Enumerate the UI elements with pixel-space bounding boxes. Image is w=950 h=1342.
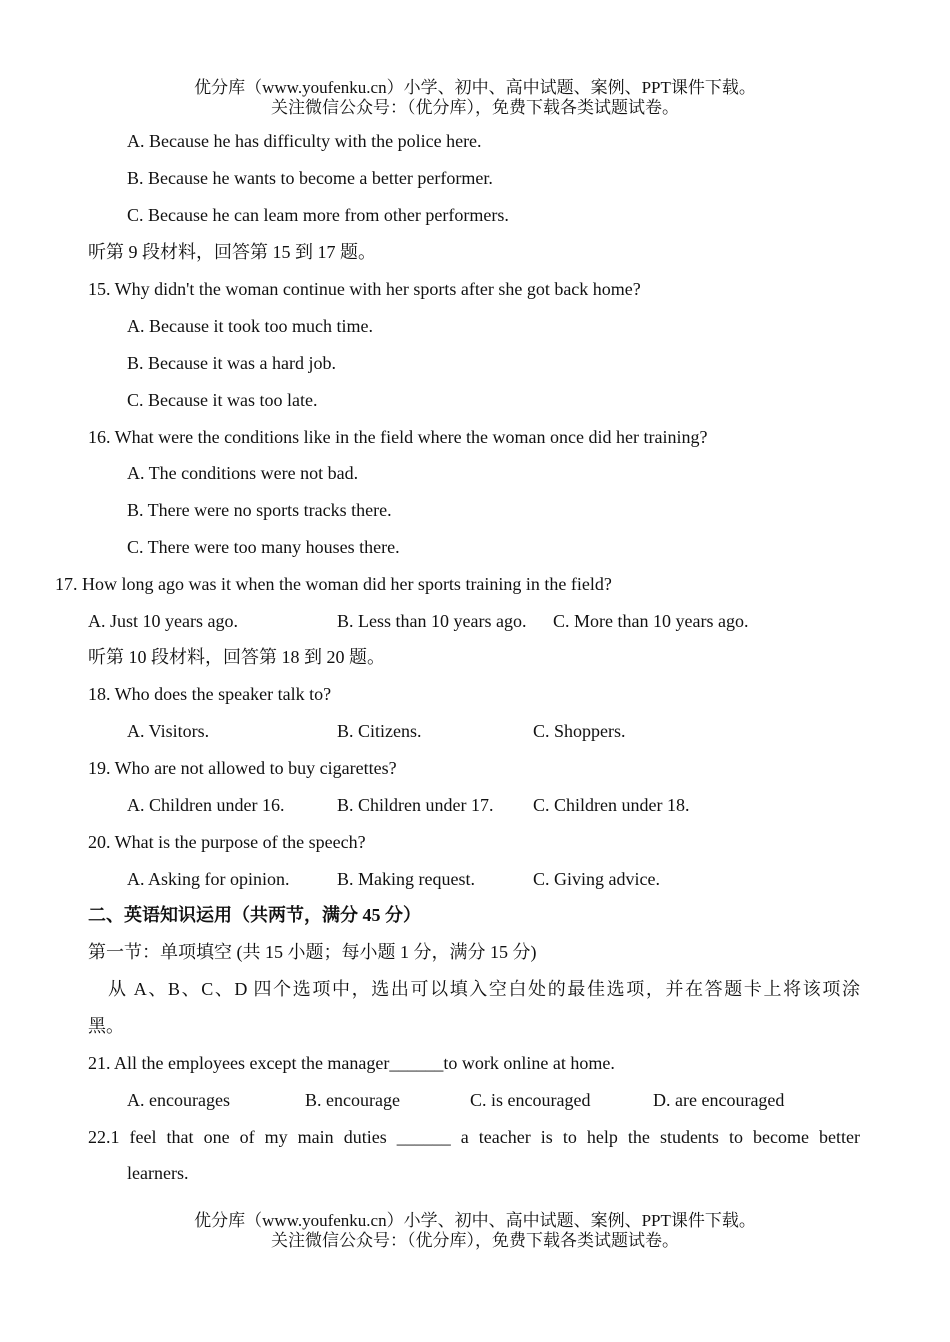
header-line-2: 关注微信公众号：（优分库），免费下载各类试题试卷。 [271, 98, 679, 117]
q21-option-a: A. encourages [127, 1090, 230, 1110]
q21-option-d: D. are encouraged [653, 1090, 785, 1110]
q18-stem: 18. Who does the speaker talk to? [88, 684, 332, 704]
q14-option-c: C. Because he can leam more from other performers. [127, 205, 509, 225]
q16-stem: 16. What were the conditions like in the field where the woman once did her training? [88, 427, 708, 447]
footer-line-2: 关注微信公众号：（优分库），免费下载各类试题试卷。 [271, 1231, 679, 1250]
q17-stem: 17. How long ago was it when the woman did her sports training in the field? [55, 574, 612, 594]
q19-option-c: C. Children under 18. [533, 795, 690, 815]
q15-option-b: B. Because it was a hard job. [127, 353, 336, 373]
q20-option-a: A. Asking for opinion. [127, 869, 290, 889]
q17-option-b: B. Less than 10 years ago. [337, 611, 527, 631]
part-2-section-1-title: 第一节：单项填空 (共 15 小题；每小题 1 分，满分 15 分) [88, 942, 537, 962]
q19-stem: 19. Who are not allowed to buy cigarettes? [88, 758, 397, 778]
q16-option-c: C. There were too many houses there. [127, 537, 400, 557]
q16-option-b: B. There were no sports tracks there. [127, 500, 392, 520]
section-10-instruction: 听第 10 段材料，回答第 18 到 20 题。 [88, 647, 385, 667]
instruction-line-1: 从 A、B、C、D 四个选项中，选出可以填入空白处的最佳选项，并在答题卡上将该项涂 [108, 979, 860, 999]
q21-stem: 21. All the employees except the manager______to work online at home. [88, 1053, 615, 1073]
q19-option-a: A. Children under 16. [127, 795, 285, 815]
q22-stem-line-2: learners. [127, 1163, 189, 1183]
q20-option-c: C. Giving advice. [533, 869, 660, 889]
q19-option-b: B. Children under 17. [337, 795, 494, 815]
q20-stem: 20. What is the purpose of the speech? [88, 832, 366, 852]
q20-option-b: B. Making request. [337, 869, 475, 889]
q22-stem-line-1: 22.1 feel that one of my main duties ______ a teacher is to help the students to become better [88, 1127, 860, 1147]
q15-stem: 15. Why didn't the woman continue with her sports after she got back home? [88, 279, 641, 299]
q15-option-c: C. Because it was too late. [127, 390, 318, 410]
q14-option-a: A. Because he has difficulty with the police here. [127, 131, 482, 151]
q14-option-b: B. Because he wants to become a better performer. [127, 168, 493, 188]
instruction-line-2: 黑。 [88, 1016, 124, 1036]
q16-option-a: A. The conditions were not bad. [127, 463, 359, 483]
section-9-instruction: 听第 9 段材料，回答第 15 到 17 题。 [88, 242, 376, 262]
q21-option-c: C. is encouraged [470, 1090, 591, 1110]
q18-option-a: A. Visitors. [127, 721, 210, 741]
q15-option-a: A. Because it took too much time. [127, 316, 373, 336]
q17-option-a: A. Just 10 years ago. [88, 611, 238, 631]
q18-option-b: B. Citizens. [337, 721, 422, 741]
q18-option-c: C. Shoppers. [533, 721, 626, 741]
footer-line-1: 优分库（www.youfenku.cn）小学、初中、高中试题、案例、PPT课件下载。 [194, 1211, 756, 1230]
header-line-1: 优分库（www.youfenku.cn）小学、初中、高中试题、案例、PPT课件下载。 [194, 78, 756, 97]
q17-option-c: C. More than 10 years ago. [553, 611, 749, 631]
q21-option-b: B. encourage [305, 1090, 400, 1110]
part-2-title: 二、英语知识运用（共两节，满分 45 分） [88, 905, 421, 925]
